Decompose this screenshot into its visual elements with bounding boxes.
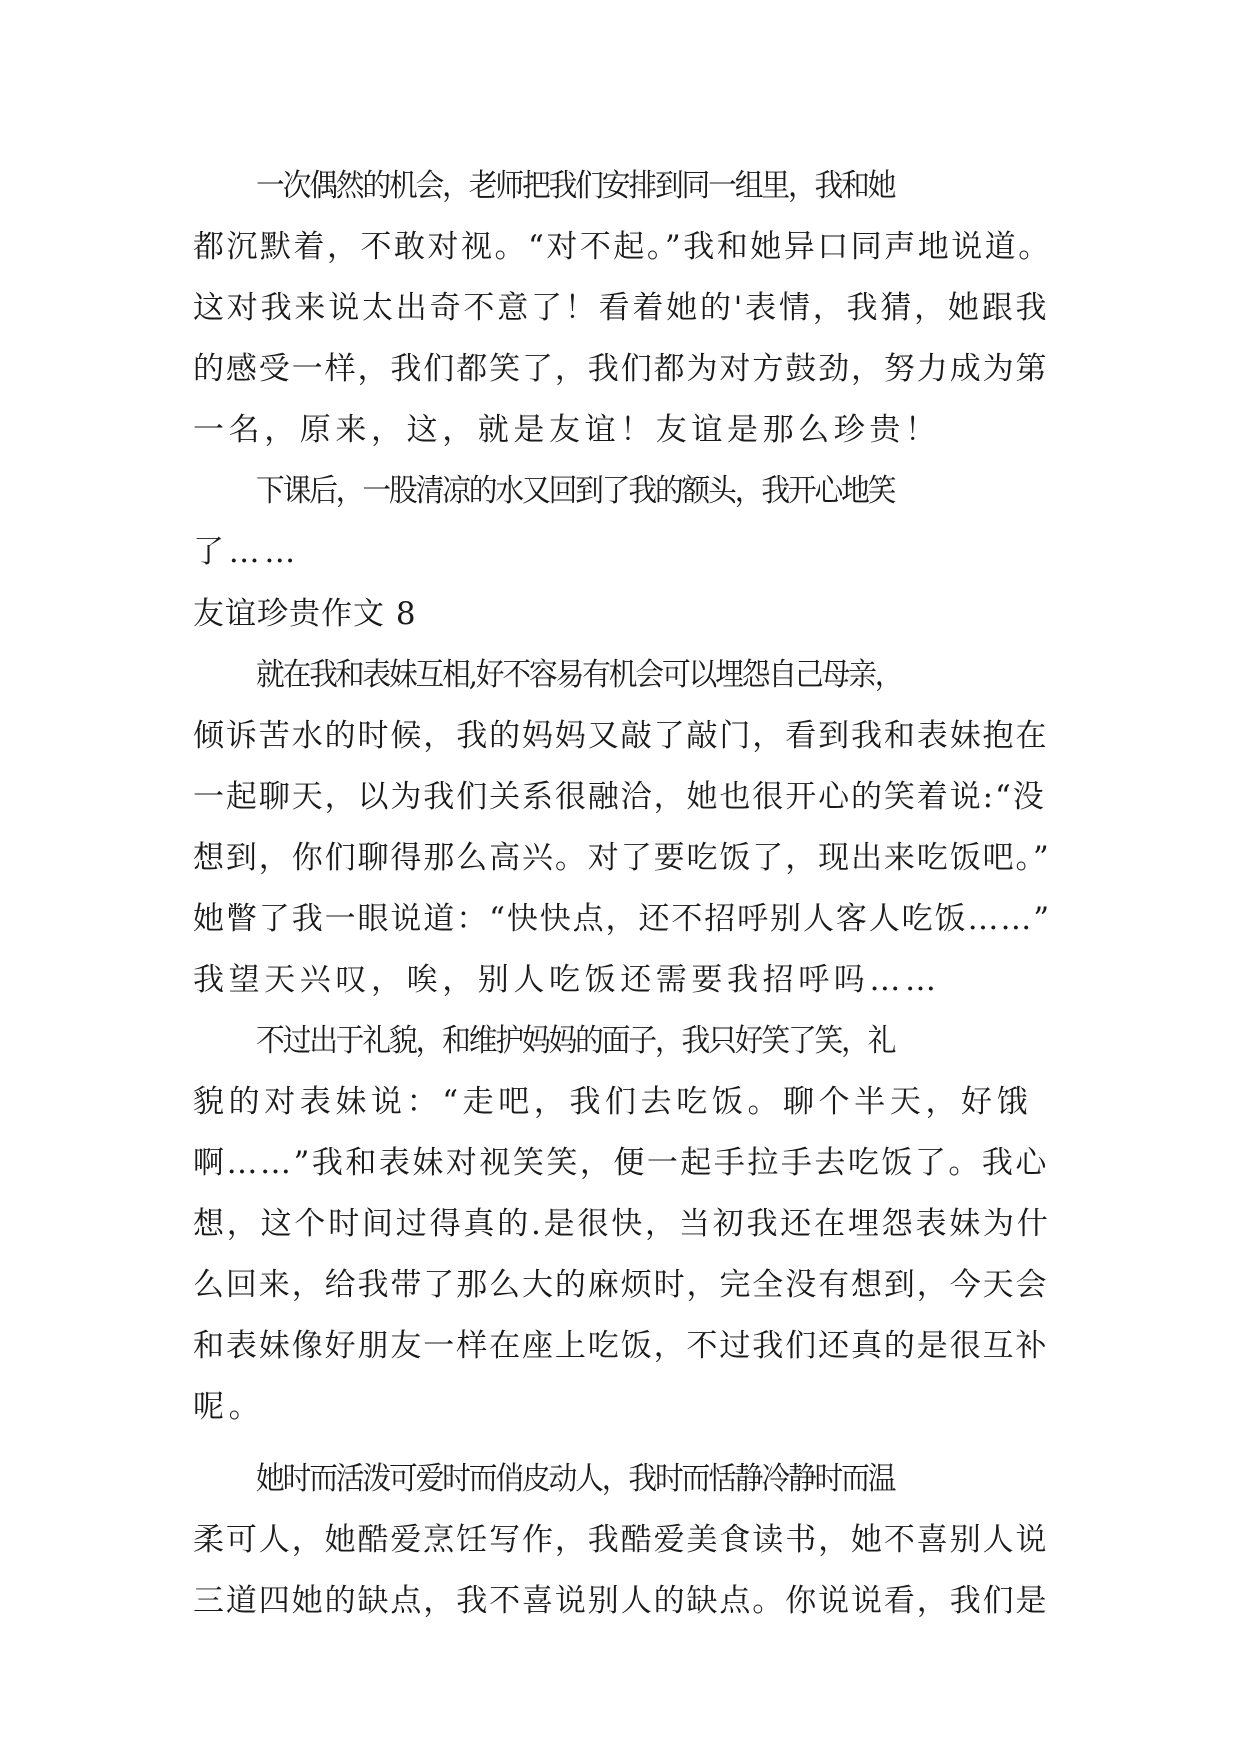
paragraph-line: 倾诉苦水的时候，我的妈妈又敲了敲门，看到我和表妹抱在 [193,718,1049,754]
paragraph-line: 她瞥了我一眼说道：“快快点，还不招呼别人客人吃饭……” [193,901,1051,937]
paragraph-line: 一次偶然的机会，老师把我们安排到同一组里，我和她 [256,168,895,204]
paragraph-line: 和表妹像好朋友一样在座上吃饭，不过我们还真的是很互补 [193,1328,1049,1364]
paragraph-line: 想到，你们聊得那么高兴。对了要吃饭了，现出来吃饭吧。” [193,840,1051,876]
paragraph-line: 一起聊天，以为我们关系很融洽，她也很开心的笑着说:“没 [193,779,1046,815]
paragraph-line: 一名，原来，这，就是友谊！友谊是那么珍贵！ [193,412,941,448]
paragraph-line: 我望天兴叹，唉，别人吃饭还需要我招呼吗…… [193,962,941,998]
paragraph-line: 她时而活泼可爱时而俏皮动人，我时而恬静冷静时而温 [256,1461,895,1497]
section-heading: 友谊珍贵作文 8 [193,596,417,632]
paragraph-line: 么回来，给我带了那么大的麻烦时，完全没有想到，今天会 [193,1267,1049,1303]
paragraph-line: 想，这个时间过得真的.是很快，当初我还在埋怨表妹为什 [193,1206,1051,1242]
paragraph-line: 这对我来说太出奇不意了！看着她的'表情，我猜，她跟我 [193,290,1050,326]
paragraph-line: 柔可人，她酷爱烹饪写作，我酷爱美食读书，她不喜别人说 [193,1522,1049,1558]
paragraph-line: 下课后，一股清凉的水又回到了我的额头，我开心地笑 [256,473,895,509]
paragraph-line: 的感受一样，我们都笑了，我们都为对方鼓劲，努力成为第 [193,351,1049,387]
paragraph-line: 都沉默着，不敢对视。“对不起。”我和她异口同声地说道。 [193,229,1052,265]
paragraph-line: 三道四她的缺点，我不喜说别人的缺点。你说说看，我们是 [193,1583,1049,1619]
paragraph-line: 啊……”我和表妹对视笑笑，便一起手拉手去吃饭了。我心 [193,1145,1049,1181]
paragraph-line: 了…… [193,534,300,570]
paragraph-line: 不过出于礼貌，和维护妈妈的面子，我只好笑了笑，礼 [256,1023,895,1059]
paragraph-line: 貌的对表妹说：“走吧，我们去吃饭。聊个半天，好饿 [193,1084,1033,1120]
paragraph-line: 呢。 [193,1389,265,1425]
paragraph-line: 就在我和表妹互相,好不容易有机会可以埋怨自己母亲， [256,657,902,693]
